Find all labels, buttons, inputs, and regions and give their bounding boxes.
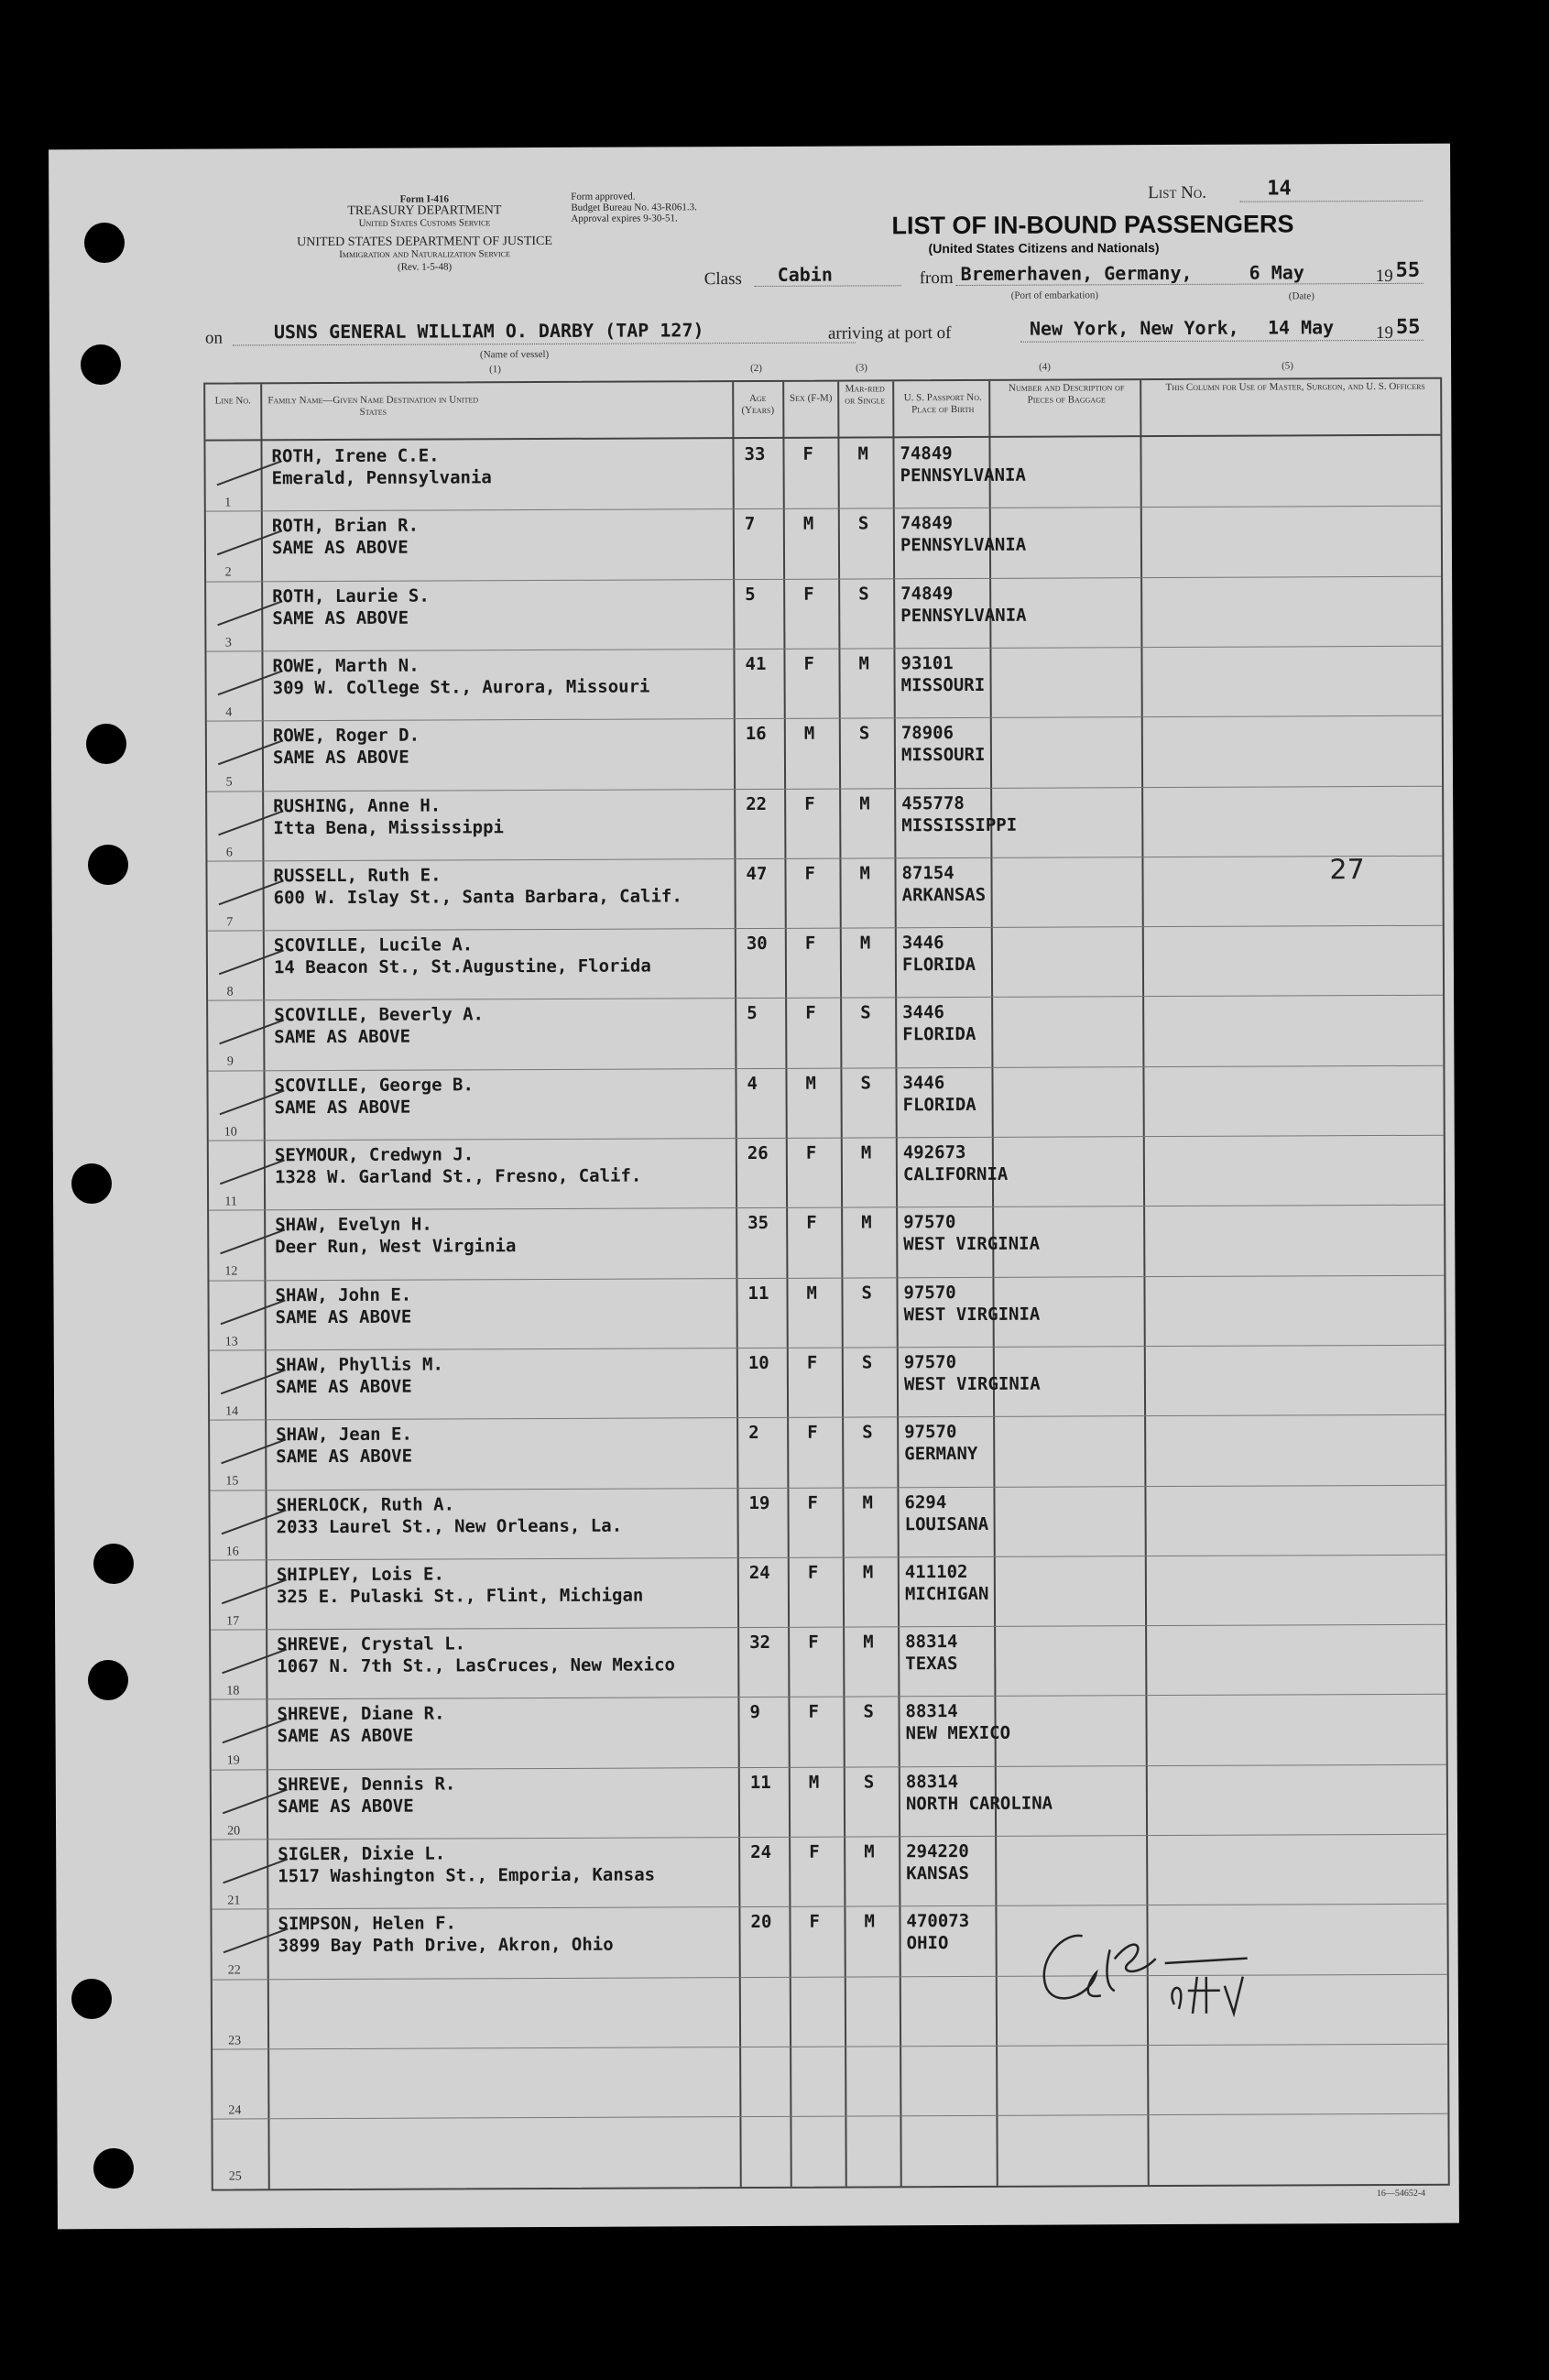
place-of-birth: ARKANSAS: [901, 884, 987, 906]
binder-hole: [93, 1544, 134, 1584]
passenger-age: 5: [745, 584, 756, 605]
passenger-marital-status: M: [864, 1841, 875, 1862]
passenger-sex: F: [807, 1492, 819, 1513]
passenger-sex: F: [803, 584, 814, 605]
passenger-name: ROTH, Laurie S.: [272, 585, 430, 606]
passenger-sex: F: [809, 1841, 820, 1862]
line-number: 20: [227, 1824, 241, 1839]
passenger-destination: 1517 Washington St., Emporia, Kansas: [278, 1864, 656, 1887]
place-of-birth: MICHIGAN: [904, 1583, 989, 1605]
column-number-1: (1): [489, 364, 501, 376]
date-label: (Date): [1288, 290, 1314, 302]
column-header-line: Line No.: [214, 395, 251, 407]
passenger-age: 32: [749, 1632, 771, 1654]
binder-hole: [86, 724, 126, 764]
passenger-name: RUSHING, Anne H.: [273, 794, 442, 816]
line-number: 9: [226, 1054, 234, 1069]
line-number: 4: [225, 705, 233, 720]
year-value-2: 55: [1395, 315, 1421, 339]
passenger-name: ROWE, Marth N.: [272, 655, 420, 677]
year-prefix-1: 19: [1375, 266, 1393, 287]
passport-number: 97570: [903, 1282, 956, 1303]
table-row: [207, 785, 1442, 860]
passenger-sex: F: [805, 1142, 817, 1163]
line-number: 19: [226, 1753, 240, 1768]
vessel-name-label: (Name of vessel): [480, 348, 550, 361]
passenger-age: 9: [749, 1702, 761, 1723]
document-subtitle: (United States Citizens and Nationals): [928, 240, 1160, 257]
table-row: [211, 1555, 1445, 1630]
table-row: [212, 1904, 1446, 1979]
passport-number: 88314: [905, 1771, 959, 1792]
table-row: [209, 1205, 1444, 1280]
passport-number: 97570: [903, 1212, 956, 1233]
place-of-birth: CALIFORNIA: [902, 1163, 1009, 1185]
passenger-name: RUSSELL, Ruth E.: [273, 865, 442, 887]
list-no-line: [1239, 201, 1423, 202]
passenger-age: 7: [744, 514, 756, 535]
place-of-birth: MISSOURI: [900, 674, 986, 696]
passenger-destination: 325 E. Pulaski St., Flint, Michigan: [276, 1585, 644, 1608]
passenger-sex: F: [808, 1632, 819, 1653]
column-header-married: Mar-ried or Single: [845, 383, 886, 407]
passenger-marital-status: S: [863, 1701, 875, 1722]
place-of-birth: WEST VIRGINIA: [903, 1304, 1041, 1325]
table-row: [208, 1064, 1443, 1140]
line-number: 8: [226, 985, 234, 999]
passenger-name: SHREVE, Dennis R.: [277, 1774, 456, 1795]
line-number: 22: [227, 1963, 241, 1978]
column-header-age: Age (Years): [741, 392, 775, 417]
passenger-name: SCOVILLE, Lucile A.: [273, 934, 474, 956]
passenger-destination: SAME AS ABOVE: [272, 747, 409, 769]
embarkation-date: 6 May: [1249, 261, 1304, 284]
passenger-sex: M: [802, 514, 814, 535]
passport-number: 93101: [900, 652, 954, 674]
passenger-destination: SAME AS ABOVE: [274, 1027, 411, 1048]
table-row: [206, 506, 1441, 581]
binder-hole: [88, 845, 128, 885]
passport-number: 3446: [902, 1002, 944, 1023]
passenger-marital-status: S: [860, 1002, 871, 1023]
place-of-birth: WEST VIRGINIA: [903, 1373, 1041, 1395]
passenger-name: SIGLER, Dixie L.: [278, 1843, 446, 1865]
passenger-age: 20: [750, 1912, 772, 1933]
passenger-age: 11: [749, 1772, 771, 1793]
approval-line-1: Form approved.: [571, 191, 636, 202]
arrival-line: [1020, 340, 1424, 343]
customs-service: United States Customs Service: [358, 217, 491, 229]
table-row: [210, 1414, 1445, 1490]
passenger-marital-status: S: [861, 1352, 873, 1373]
arrival-port: New York, New York,: [1029, 316, 1239, 340]
port-of-embarkation-label: (Port of embarkation): [1010, 289, 1099, 301]
passenger-name: SHAW, Phyllis M.: [275, 1354, 443, 1376]
place-of-birth: TEXAS: [905, 1654, 958, 1675]
passenger-destination: Deer Run, West Virginia: [275, 1236, 517, 1258]
line-number: 14: [225, 1404, 239, 1419]
table-row: [211, 1624, 1445, 1699]
passenger-destination: SAME AS ABOVE: [275, 1306, 412, 1327]
table-row: [212, 1763, 1446, 1839]
place-of-birth: GERMANY: [904, 1444, 978, 1465]
passenger-age: 4: [747, 1073, 758, 1094]
table-row: [206, 646, 1441, 721]
passport-number: 3446: [902, 1072, 945, 1093]
passenger-age: 11: [747, 1283, 769, 1304]
vessel-name: USNS GENERAL WILLIAM O. DARBY (TAP 127): [273, 319, 704, 344]
passenger-destination: SAME AS ABOVE: [274, 1097, 411, 1118]
passenger-name: SHAW, John E.: [275, 1284, 412, 1305]
passenger-sex: M: [808, 1772, 820, 1793]
passenger-marital-status: M: [858, 653, 870, 674]
passport-number: 88314: [905, 1632, 958, 1653]
passenger-sex: F: [802, 443, 814, 464]
place-of-birth: FLORIDA: [902, 1024, 976, 1045]
passenger-marital-status: S: [858, 723, 870, 744]
table-row: [213, 2044, 1447, 2119]
passenger-destination: 1328 W. Garland St., Fresno, Calif.: [274, 1165, 642, 1188]
vessel-line: [233, 343, 856, 346]
binder-hole: [71, 1163, 112, 1204]
column-header-name: Family Name—Given Name Destination in United States: [267, 394, 479, 418]
passenger-age: 10: [747, 1352, 769, 1373]
passenger-destination: SAME AS ABOVE: [275, 1376, 412, 1398]
class-value: Cabin: [777, 263, 833, 286]
passenger-sex: F: [804, 863, 816, 884]
column-header-baggage: Number and Description of Pieces of Baggage: [1008, 382, 1125, 406]
approval-line-3: Approval expires 9-30-51.: [571, 213, 678, 224]
place-of-birth: FLORIDA: [902, 1094, 976, 1115]
place-of-birth: PENNSYLVANIA: [900, 534, 1027, 556]
class-line: [755, 285, 901, 287]
passenger-marital-status: S: [857, 513, 869, 534]
column-number-3: (3): [856, 362, 867, 374]
signature-scribble: [1028, 1922, 1257, 2024]
place-of-birth: MISSISSIPPI: [901, 814, 1018, 835]
passenger-marital-status: M: [863, 1632, 874, 1653]
passenger-destination: Emerald, Pennsylvania: [271, 467, 492, 489]
column-header-officers: This Column for Use of Master, Surgeon, and U. S. Officers: [1165, 380, 1425, 394]
approval-line-2: Budget Bureau No. 43-R061.3.: [571, 202, 697, 213]
passenger-name: SHIPLEY, Lois E.: [276, 1564, 444, 1586]
line-number: 12: [224, 1264, 238, 1279]
table-row: [210, 1484, 1445, 1559]
passenger-name: SCOVILLE, Beverly A.: [274, 1004, 485, 1026]
passenger-destination: 600 W. Islay St., Santa Barbara, Calif.: [273, 886, 682, 909]
passenger-marital-status: M: [859, 933, 871, 954]
table-row: [212, 1834, 1446, 1909]
passenger-marital-status: M: [862, 1491, 874, 1512]
passenger-name: SHERLOCK, Ruth A.: [276, 1493, 455, 1515]
passenger-marital-status: M: [859, 863, 871, 884]
passport-number: 492673: [902, 1141, 966, 1163]
place-of-birth: PENNSYLVANIA: [900, 605, 1027, 626]
passenger-sex: M: [806, 1283, 818, 1304]
passenger-name: SHAW, Evelyn H.: [275, 1214, 432, 1236]
column-header-passport: U. S. Passport No. Place of Birth: [903, 391, 982, 416]
passenger-name: SCOVILLE, George B.: [274, 1075, 474, 1096]
passenger-marital-status: M: [862, 1562, 874, 1583]
revision-date: (Rev. 1-5-48): [397, 261, 453, 273]
passenger-name: SEYMOUR, Credwyn J.: [274, 1144, 475, 1166]
line-number: 17: [226, 1614, 240, 1629]
passport-number: 97570: [903, 1351, 957, 1373]
line-number: 6: [225, 845, 233, 860]
line-number: 1: [224, 496, 232, 510]
form-number: Form I-416: [399, 193, 450, 205]
passenger-name: SHAW, Jean E.: [276, 1424, 412, 1446]
passenger-name: ROWE, Roger D.: [272, 725, 420, 747]
passenger-sex: F: [806, 1352, 818, 1373]
table-row: [205, 436, 1440, 511]
table-row: [207, 715, 1442, 791]
table-row: [208, 925, 1443, 1000]
department-of-justice: UNITED STATES DEPARTMENT OF JUSTICE: [297, 234, 552, 250]
passenger-age: 26: [747, 1142, 769, 1164]
line-number: 7: [226, 915, 234, 930]
binder-hole: [88, 1660, 128, 1700]
arrival-date: 14 May: [1267, 316, 1335, 339]
passenger-marital-status: S: [858, 584, 869, 605]
passenger-destination: 2033 Laurel St., New Orleans, La.: [276, 1515, 623, 1537]
passenger-sex: M: [803, 723, 815, 744]
passenger-marital-status: M: [864, 1911, 876, 1932]
list-no-value: 14: [1267, 177, 1292, 201]
passenger-marital-status: S: [863, 1772, 875, 1793]
table-row: [207, 856, 1442, 931]
table-row: [213, 1973, 1447, 2048]
passenger-destination: SAME AS ABOVE: [276, 1446, 413, 1468]
passenger-destination: SAME AS ABOVE: [271, 537, 409, 559]
passenger-sex: F: [804, 793, 815, 814]
treasury-department: TREASURY DEPARTMENT: [347, 203, 502, 218]
place-of-birth: MISSOURI: [900, 745, 986, 766]
binder-hole: [71, 1979, 112, 2019]
passenger-marital-status: S: [861, 1283, 873, 1304]
passenger-destination: 309 W. College St., Aurora, Missouri: [272, 676, 650, 699]
passenger-marital-status: M: [861, 1212, 872, 1233]
year-value-1: 55: [1395, 258, 1421, 282]
form-footer-code: 16—54652-4: [1376, 2188, 1426, 2200]
column-number-4: (4): [1039, 361, 1051, 373]
passenger-destination: SAME AS ABOVE: [272, 607, 409, 628]
passenger-age: 33: [744, 443, 766, 465]
table-row: [211, 1694, 1445, 1769]
passenger-age: 30: [746, 933, 768, 955]
from-label: from: [919, 268, 954, 289]
year-prefix-2: 19: [1375, 322, 1393, 344]
passenger-sex: F: [803, 653, 815, 674]
passport-number: 74849: [900, 513, 954, 534]
passport-number: 87154: [901, 862, 954, 884]
passenger-table: [203, 377, 1450, 2191]
passenger-destination: 14 Beacon St., St.Augustine, Florida: [273, 955, 651, 978]
column-header-sex: Sex (F-M): [790, 392, 833, 404]
passport-number: 411102: [904, 1561, 968, 1583]
passport-number: 74849: [900, 443, 953, 464]
passenger-age: 35: [747, 1213, 769, 1234]
passenger-destination: 3899 Bay Path Drive, Akron, Ohio: [278, 1934, 614, 1957]
passport-number: 78906: [900, 723, 954, 744]
passenger-destination: SAME AS ABOVE: [277, 1796, 414, 1817]
passenger-destination: 1067 N. 7th St., LasCruces, New Mexico: [277, 1654, 676, 1677]
passenger-marital-status: M: [859, 792, 870, 813]
passenger-age: 5: [747, 1003, 758, 1024]
line-number: 16: [225, 1544, 239, 1559]
ins-service: Immigration and Naturalization Service: [339, 248, 510, 260]
passenger-age: 19: [748, 1492, 770, 1513]
passenger-sex: F: [805, 1003, 816, 1024]
place-of-birth: OHIO: [906, 1933, 949, 1954]
manifest-sheet: [49, 144, 1459, 2230]
table-row: [206, 575, 1441, 650]
passenger-destination: Itta Bena, Mississippi: [273, 816, 505, 838]
passenger-age: 22: [746, 793, 768, 814]
passport-number: 6294: [904, 1491, 947, 1512]
passenger-marital-status: S: [862, 1422, 873, 1443]
table-row: [209, 1274, 1444, 1349]
line-number: 25: [228, 2169, 242, 2184]
place-of-birth: FLORIDA: [901, 955, 976, 976]
arriving-label: arriving at port of: [827, 323, 952, 344]
binder-hole: [81, 344, 121, 385]
passenger-sex: M: [805, 1073, 817, 1094]
class-label: Class: [704, 269, 742, 289]
place-of-birth: LOUISANA: [904, 1513, 989, 1534]
line-number: 10: [224, 1125, 237, 1140]
passenger-age: 16: [745, 724, 767, 745]
line-number: 2: [224, 565, 232, 580]
passenger-sex: F: [806, 1212, 817, 1234]
passenger-age: 41: [745, 653, 767, 674]
passenger-age: 24: [750, 1841, 772, 1863]
table-row: [213, 2113, 1447, 2189]
document-title: LIST OF IN-BOUND PASSENGERS: [891, 210, 1294, 240]
place-of-birth: PENNSYLVANIA: [900, 464, 1026, 486]
passport-number: 97570: [904, 1422, 957, 1443]
place-of-birth: NEW MEXICO: [905, 1723, 1011, 1744]
passenger-age: 2: [748, 1423, 759, 1444]
passport-number: 294220: [906, 1840, 969, 1862]
place-of-birth: NORTH CAROLINA: [905, 1793, 1053, 1814]
column-number-2: (2): [750, 362, 762, 375]
passenger-sex: F: [804, 933, 816, 954]
passenger-age: 24: [748, 1562, 770, 1583]
passport-number: 74849: [900, 583, 954, 604]
on-label: on: [204, 328, 223, 348]
line-number: 18: [226, 1684, 240, 1698]
binder-hole: [93, 2148, 134, 2189]
line-number: 5: [225, 775, 233, 790]
line-number: 13: [224, 1335, 238, 1349]
passenger-marital-status: M: [860, 1142, 872, 1163]
passport-number: 3446: [901, 933, 944, 954]
passport-number: 455778: [901, 792, 965, 813]
passenger-marital-status: S: [860, 1073, 872, 1094]
line-number: 11: [224, 1195, 237, 1209]
line-number: 24: [228, 2103, 242, 2118]
passenger-name: SHREVE, Crystal L.: [277, 1633, 466, 1655]
passenger-marital-status: M: [857, 443, 869, 464]
passenger-sex: F: [807, 1422, 818, 1443]
line-number: 23: [228, 2034, 242, 2048]
line-number: 3: [224, 636, 232, 650]
table-row: [209, 1135, 1444, 1210]
passenger-age: 47: [746, 863, 768, 884]
passenger-name: SIMPSON, Helen F.: [278, 1913, 457, 1935]
passenger-name: ROTH, Irene C.E.: [271, 445, 440, 467]
passenger-sex: F: [809, 1911, 821, 1933]
passenger-name: ROTH, Brian R.: [271, 515, 420, 537]
place-of-birth: KANSAS: [906, 1862, 969, 1884]
embarkation-port: Bremerhaven, Germany,: [960, 261, 1193, 286]
passport-number: 88314: [905, 1701, 958, 1722]
passenger-sex: F: [807, 1562, 819, 1583]
table-row: [210, 1345, 1445, 1420]
annotation-number: 27: [1329, 854, 1365, 887]
list-no-label: List No.: [1148, 182, 1207, 203]
table-row: [208, 995, 1443, 1070]
line-number: 21: [227, 1894, 241, 1908]
passenger-name: SHREVE, Diane R.: [277, 1703, 445, 1725]
column-number-5: (5): [1282, 360, 1293, 372]
line-number: 15: [225, 1474, 239, 1489]
place-of-birth: WEST VIRGINIA: [903, 1233, 1041, 1255]
passenger-sex: F: [808, 1702, 820, 1723]
binder-hole: [84, 223, 125, 263]
passport-number: 470073: [906, 1911, 970, 1932]
passenger-destination: SAME AS ABOVE: [277, 1726, 414, 1747]
